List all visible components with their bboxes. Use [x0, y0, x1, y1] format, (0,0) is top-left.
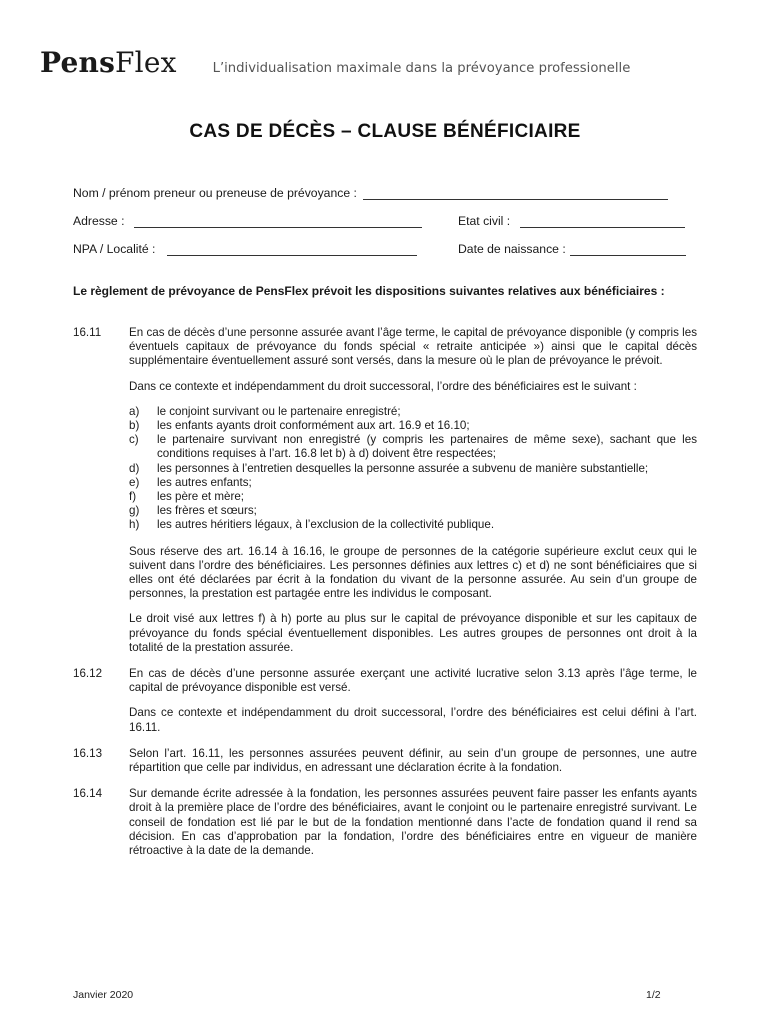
list-key: d)	[129, 461, 140, 475]
paragraph: En cas de décès d’une personne assurée avant l’âge terme, le capital de prévoyance disponible (y compris les éventuels capitaux de prévoyance du fonds spécial « retraite anticipée ») ainsi que le capital décès supplémentaire éventuellement assuré sont versés, dans la mesure où le plan de prévoyance le prévoit.	[129, 326, 697, 368]
applicant-form	[73, 172, 693, 256]
locality-cell	[73, 242, 458, 256]
birth-date-field[interactable]	[570, 243, 686, 256]
section-number: 16.11	[73, 326, 102, 339]
footer-date: Janvier 2020	[73, 989, 134, 1001]
list-text: le partenaire survivant non enregistré (y compris les partenaires de même sexe), sachant que les conditions requises à l’art. 16.8 let b) à d) doivent être respectées;	[157, 433, 697, 461]
list-text: les frères et sœurs;	[157, 504, 257, 518]
list-key: g)	[129, 504, 140, 518]
logo-bold-part: Pens	[40, 46, 116, 79]
logo-light-part: Flex	[115, 46, 177, 79]
section-text	[129, 667, 697, 735]
paragraph: Selon l’art. 16.11, les personnes assurées peuvent définir, au sein d’un groupe de personnes, une autre répartition que celle par individus, en adressant une déclaration écrite à la fondation.	[129, 746, 697, 775]
paragraph: Dans ce contexte et indépendamment du droit successoral, l’ordre des bénéficiaires est le suivant :	[129, 379, 637, 393]
address-cell	[73, 214, 458, 228]
npa-locality-label: NPA / Localité :	[73, 242, 156, 256]
paragraph: Dans ce contexte et indépendamment du droit successoral, l’ordre des bénéficiaires est celui défini à l’art. 16.11.	[129, 706, 697, 734]
list-item	[129, 518, 697, 532]
list-text: les autres héritiers légaux, à l’exclusion de la collectivité publique.	[157, 518, 495, 532]
section-number: 16.13	[73, 746, 103, 760]
name-field[interactable]	[363, 187, 668, 200]
civil-status-label: Etat civil :	[458, 214, 511, 228]
list-item	[129, 462, 697, 476]
list-item	[129, 504, 697, 518]
form-row-name	[73, 172, 693, 200]
list-text: les personnes à l’entretien desquelles la personne assurée a subvenu de manière substantielle;	[157, 461, 649, 475]
paragraph: Sur demande écrite adressée à la fondation, les personnes assurées peuvent faire passer les enfants ayants droit à la première place de l’ordre des bénéficiaires, avant le conjoint ou le partenaire enregistré survivant. Le conseil de fondation est lié par le but de la fondation mentionné dans l’acte de fondation quand il rend sa décision. En cas d’approbation par la fondation, l’ordre des bénéficiaires entre en vigueur de manière rétroactive à la date de la demande.	[129, 787, 697, 858]
list-item	[129, 490, 697, 504]
civil-status-cell	[458, 214, 685, 228]
list-text: les enfants ayants droit conformément aux art. 16.9 et 16.10;	[157, 419, 470, 433]
regulation-body	[73, 326, 697, 870]
list-key: e)	[129, 475, 140, 489]
list-key: c)	[129, 433, 139, 447]
list-text: les père et mère;	[157, 490, 244, 504]
list-item	[129, 476, 697, 490]
section-text	[129, 747, 697, 775]
tagline: L’individualisation maximale dans la prévoyance professionelle	[212, 61, 631, 76]
form-row-locality	[73, 228, 693, 256]
npa-locality-field[interactable]	[167, 243, 417, 256]
list-item	[129, 405, 697, 419]
list-text: le conjoint survivant ou le partenaire enregistré;	[157, 404, 401, 418]
list-key: a)	[129, 404, 140, 418]
section-number: 16.12	[73, 667, 103, 681]
section-16-12	[73, 667, 697, 735]
intro-statement: Le règlement de prévoyance de PensFlex prévoit les dispositions suivantes relatives aux bénéficiaires :	[73, 284, 665, 298]
list-item	[129, 419, 697, 433]
footer-page-number: 1/2	[646, 989, 661, 1001]
header	[40, 46, 630, 86]
section-16-11	[73, 326, 697, 655]
document-title: CAS DE DÉCÈS – CLAUSE BÉNÉFICIAIRE	[189, 121, 581, 142]
pensflex-logo	[40, 46, 177, 79]
section-text	[129, 787, 697, 858]
paragraph: En cas de décès d’une personne assurée exerçant une activité lucrative selon 3.13 après l’âge terme, le capital de prévoyance disponible est versé.	[129, 667, 697, 695]
section-16-13	[73, 747, 697, 775]
section-number: 16.14	[73, 787, 103, 801]
beneficiary-order-list	[129, 405, 697, 533]
section-16-14	[73, 787, 697, 858]
address-field[interactable]	[134, 215, 422, 228]
paragraph: Le droit visé aux lettres f) à h) porte au plus sur le capital de prévoyance disponible et sur les capitaux de prévoyance du fonds spécial éventuellement disponibles. Les autres groupes de personnes ont droit à la totalité de la prestation assurée.	[129, 612, 697, 654]
form-row-address	[73, 200, 693, 228]
list-key: b)	[129, 419, 140, 433]
birth-date-cell	[458, 242, 686, 256]
list-text: les autres enfants;	[157, 475, 252, 489]
civil-status-field[interactable]	[520, 215, 685, 228]
name-label: Nom / prénom preneur ou preneuse de prévoyance :	[73, 186, 357, 200]
list-key: h)	[129, 518, 140, 532]
list-item	[129, 433, 697, 461]
birth-date-label: Date de naissance :	[458, 242, 566, 256]
section-text	[129, 326, 697, 655]
list-key: f)	[129, 490, 137, 504]
paragraph: Sous réserve des art. 16.14 à 16.16, le groupe de personnes de la catégorie supérieure exclut ceux qui le suivent dans l’ordre des bénéficiaires. Les personnes définies aux lettres c) et d) ne sont bénéficiaires que si elles ont été déclarées par écrit à la fondation du vivant de la personne assurée. Au sein d’un groupe de personnes, la prestation est partagée entre les individus le composant.	[129, 544, 697, 601]
address-label: Adresse :	[73, 214, 125, 228]
